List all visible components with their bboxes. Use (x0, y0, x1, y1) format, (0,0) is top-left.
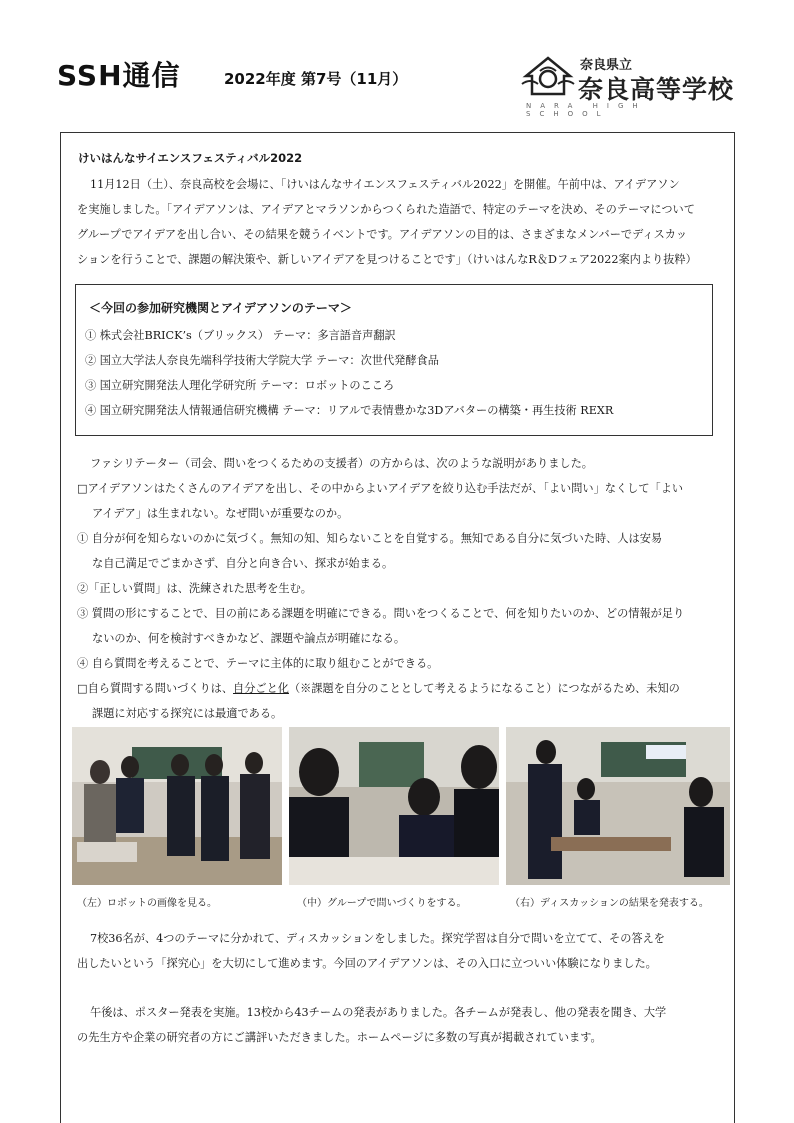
school-emblem-icon (520, 54, 576, 98)
article-title: けいはんなサイエンスフェスティバル2022 (78, 151, 303, 165)
afternoon-line: 午後は、ポスター発表を実施。13校から43チームの発表がありました。各チームが発表し、他の発表を聞き、大学 (90, 1006, 667, 1019)
school-name: 奈良高等学校 (578, 75, 735, 104)
intro-line: 11月12日（土）、奈良高校を会場に、「けいはんなサイエンスフェスティバル2022」を開催。午前中は、アイデアソン (90, 178, 680, 191)
topics-box (75, 284, 713, 436)
intro-line: グループでアイデアを出し合い、その結果を競うイベントです。アイデアソンの目的は、さまざまなメンバーでディスカッ (77, 228, 688, 241)
topics-heading: ＜今回の参加研究機関とアイデアソンのテーマ＞ (89, 301, 352, 315)
intro-line: ションを行うことで、課題の解決策や、新しいアイデアを見つけることです」（けいはんなR＆Dフェア2022案内より抜粋） (77, 253, 697, 266)
photo-robot-image (72, 727, 282, 885)
school-name-en: NARA HIGH SCHOOL (526, 102, 647, 118)
emphasis-text: 自分ごと化 (233, 682, 289, 695)
point-line: ③ 質問の形にすることで、目の前にある課題を明確にできる。問いをつくることで、何を知りたいのか、どの情報が足り (77, 607, 685, 620)
topic-item: ③ 国立研究開発法人理化学研究所 テーマ：ロボットのこころ (85, 379, 395, 392)
point-text: （※課題を自分のこととして考えるようになること）につながるため、未知の (288, 682, 680, 695)
point-text: □自ら質問する問いづくりは、 (77, 682, 234, 695)
issue-label: 2022年度 第7号（11月） (224, 70, 408, 88)
photo-caption: （中）グループで問いづくりをする。 (297, 898, 467, 909)
point-line: 課題に対応する探究には最適である。 (92, 707, 283, 720)
point-line: ないのか、何を検討すべきかなど、課題や論点が明確になる。 (92, 632, 406, 645)
topic-item: ② 国立大学法人奈良先端科学技術大学院大学 テーマ：次世代発酵食品 (85, 354, 439, 367)
point-line: アイデア」は生まれない。なぜ問いが重要なのか。 (92, 507, 349, 520)
intro-line: を実施しました。「アイデアソンは、アイデアとマラソンからつくられた造語で、特定のテーマを決め、そのテーマについて (77, 203, 695, 216)
newsletter-title: SSH通信 (57, 59, 181, 92)
point-line: □アイデアソンはたくさんのアイデアを出し、その中からよいアイデアを絞り込む手法だが、「よい問い」なくして「よい (77, 482, 684, 495)
point-line: ④ 自ら質問を考えることで、テーマに主体的に取り組むことができる。 (77, 657, 439, 670)
photo-caption: （右）ディスカッションの結果を発表する。 (510, 898, 709, 909)
summary-line: 出したいという「探究心」を大切にして進めます。今回のアイデアソンは、その入口に立ついい体験になりました。 (77, 957, 657, 970)
facilitator-intro: ファシリテーター（司会、問いをつくるための支援者）の方からは、次のような説明がありました。 (90, 457, 593, 470)
topic-item: ① 株式会社BRICK’s（ブリックス） テーマ：多言語音声翻訳 (85, 329, 396, 342)
point-line: ① 自分が何を知らないのかに気づく。無知の知、知らないことを自覚する。無知である自分に気づいた時、人は安易 (77, 532, 663, 545)
photo-discussion-results (506, 727, 730, 885)
school-prefecture: 奈良県立 (580, 58, 633, 73)
summary-line: 7校36名が、4つのテーマに分かれて、ディスカッションをしました。探究学習は自分で問いを立てて、その答えを (90, 932, 665, 945)
topic-item: ④ 国立研究開発法人情報通信研究機構 テーマ：リアルで表情豊かな3Dアバターの構築・再生技術 REXR (85, 404, 614, 417)
article-frame (60, 132, 735, 1123)
photo-caption: （左）ロボットの画像を見る。 (77, 898, 217, 909)
school-logo (520, 52, 735, 118)
afternoon-line: の先生方や企業の研究者の方にご講評いただきました。ホームページに多数の写真が掲載されています。 (77, 1031, 602, 1044)
point-line: ②「正しい質問」は、洗練された思考を生む。 (77, 582, 312, 595)
photo-group-questions (289, 727, 499, 885)
point-line (77, 680, 680, 696)
point-line: な自己満足でごまかさず、自分と向き合い、探求が始まる。 (92, 557, 394, 570)
